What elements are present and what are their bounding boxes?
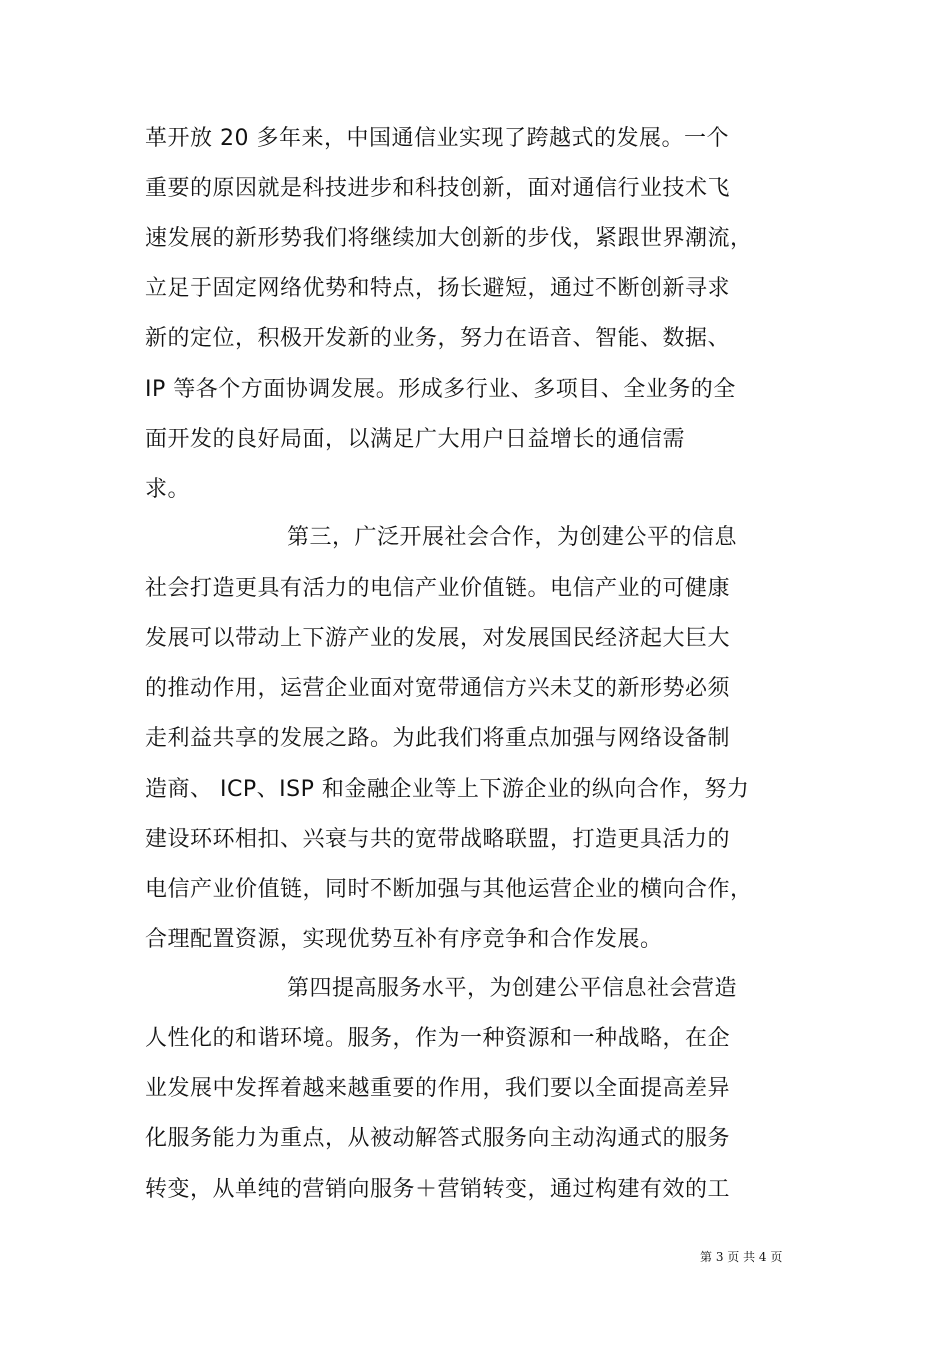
text-line: 速发展的新形势我们将继续加大创新的步伐，紧跟世界潮流， <box>145 226 753 251</box>
text-line: 走利益共享的发展之路。为此我们将重点加强与网络设备制 <box>145 726 731 751</box>
text-line: 发展可以带动上下游产业的发展，对发展国民经济起大巨大 <box>145 626 731 651</box>
text-line: 的推动作用，运营企业面对宽带通信方兴未艾的新形势必须 <box>145 676 731 701</box>
text-line: 求。 <box>145 477 191 502</box>
text-line: 革开放 20 多年来，中国通信业实现了跨越式的发展。一个 <box>145 126 729 151</box>
text-line: 业发展中发挥着越来越重要的作用，我们要以全面提高差异 <box>145 1076 731 1101</box>
text-line: 造商、 ICP、ISP 和金融企业等上下游企业的纵向合作，努力 <box>145 777 750 802</box>
text-line: 社会打造更具有活力的电信产业价值链。电信产业的可健康 <box>145 576 731 601</box>
text-line: 面开发的良好局面，以满足广大用户日益增长的通信需 <box>145 427 686 452</box>
page-number-footer: 第 3 页 共 4 页 <box>700 1250 783 1264</box>
text-line: 建设环环相扣、兴衰与共的宽带战略联盟，打造更具活力的 <box>145 827 731 852</box>
text-line: 立足于固定网络优势和特点，扬长避短，通过不断创新寻求 <box>145 276 731 301</box>
text-line: 重要的原因就是科技进步和科技创新，面对通信行业技术飞 <box>145 176 731 201</box>
text-line: 新的定位，积极开发新的业务，努力在语音、智能、数据、 <box>145 326 731 351</box>
text-line: 转变，从单纯的营销向服务＋营销转变，通过构建有效的工 <box>145 1177 731 1202</box>
text-line: 合理配置资源，实现优势互补有序竞争和合作发展。 <box>145 927 663 952</box>
text-line: 电信产业价值链，同时不断加强与其他运营企业的横向合作， <box>145 877 753 902</box>
paragraph-heading-third: 第三，广泛开展社会合作，为创建公平的信息 <box>287 525 738 550</box>
text-line: 人性化的和谐环境。服务，作为一种资源和一种战略，在企 <box>145 1026 731 1051</box>
text-line: 化服务能力为重点，从被动解答式服务向主动沟通式的服务 <box>145 1126 731 1151</box>
paragraph-heading-fourth: 第四提高服务水平，为创建公平信息社会营造 <box>287 976 738 1001</box>
text-line: IP 等各个方面协调发展。形成多行业、多项目、全业务的全 <box>145 377 736 402</box>
